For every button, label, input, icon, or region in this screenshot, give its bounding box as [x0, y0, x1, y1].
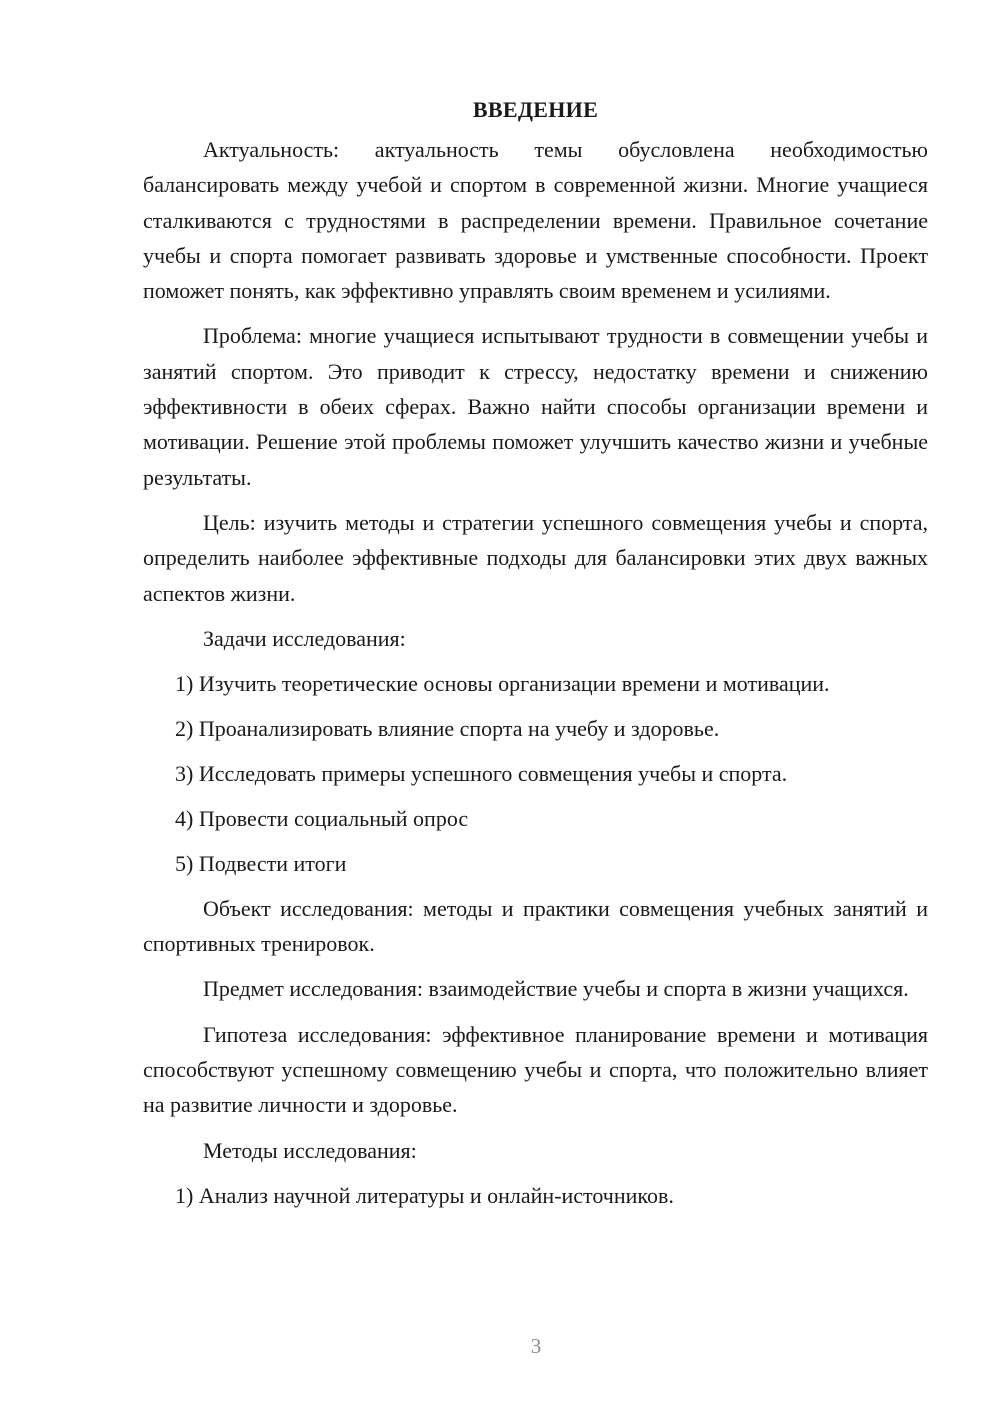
methods-list [143, 1178, 928, 1213]
methods-heading: Методы исследования: [203, 1137, 417, 1163]
tasks-heading: Задачи исследования: [203, 625, 406, 651]
document-page [143, 92, 928, 1223]
paragraph-hypothesis: Гипотеза исследования: эффективное планирование времени и мотивация способствуют успешному совмещению учебы и спорта, что положительно влияет на развитие личности и здоровье. [143, 1021, 928, 1118]
paragraph-problem: Проблема: многие учащиеся испытывают трудности в совмещении учебы и занятий спортом. Это приводит к стрессу, недостатку времени и снижению эффективности в обеих сферах. Важно найти способы организации времени и мотивации. Решение этой проблемы поможет улучшить качество жизни и учебные результаты. [143, 323, 928, 490]
page-title: ВВЕДЕНИЕ [472, 97, 599, 122]
paragraph-relevance: Актуальность: актуальность темы обусловлена необходимостью балансировать между учебой и спортом в современной жизни. Многие учащиеся сталкиваются с трудностями в распределении времени. Правильное сочетание учебы и спорта помогает развивать здоровье и умственные способности. Проект поможет понять, как эффективно управлять своим временем и усилиями. [143, 137, 928, 304]
list-item: 1) Изучить теоретические основы организации времени и мотивации. [175, 670, 830, 696]
list-item: 2) Проанализировать влияние спорта на учебу и здоровье. [175, 715, 720, 741]
list-item: 4) Провести социальный опрос [175, 805, 469, 831]
list-item: 3) Исследовать примеры успешного совмещения учебы и спорта. [175, 760, 788, 786]
paragraph-goal: Цель: изучить методы и стратегии успешного совмещения учебы и спорта, определить наиболее эффективные подходы для балансировки этих двух важных аспектов жизни. [143, 509, 928, 606]
paragraph-subject: Предмет исследования: взаимодействие учебы и спорта в жизни учащихся. [203, 976, 909, 1002]
list-item: 1) Анализ научной литературы и онлайн-источников. [175, 1182, 674, 1208]
list-item: 5) Подвести итоги [175, 850, 347, 876]
paragraph-object: Объект исследования: методы и практики совмещения учебных занятий и спортивных тренировок. [143, 895, 928, 957]
page-number: 3 [530, 1334, 542, 1358]
tasks-list [143, 666, 928, 881]
